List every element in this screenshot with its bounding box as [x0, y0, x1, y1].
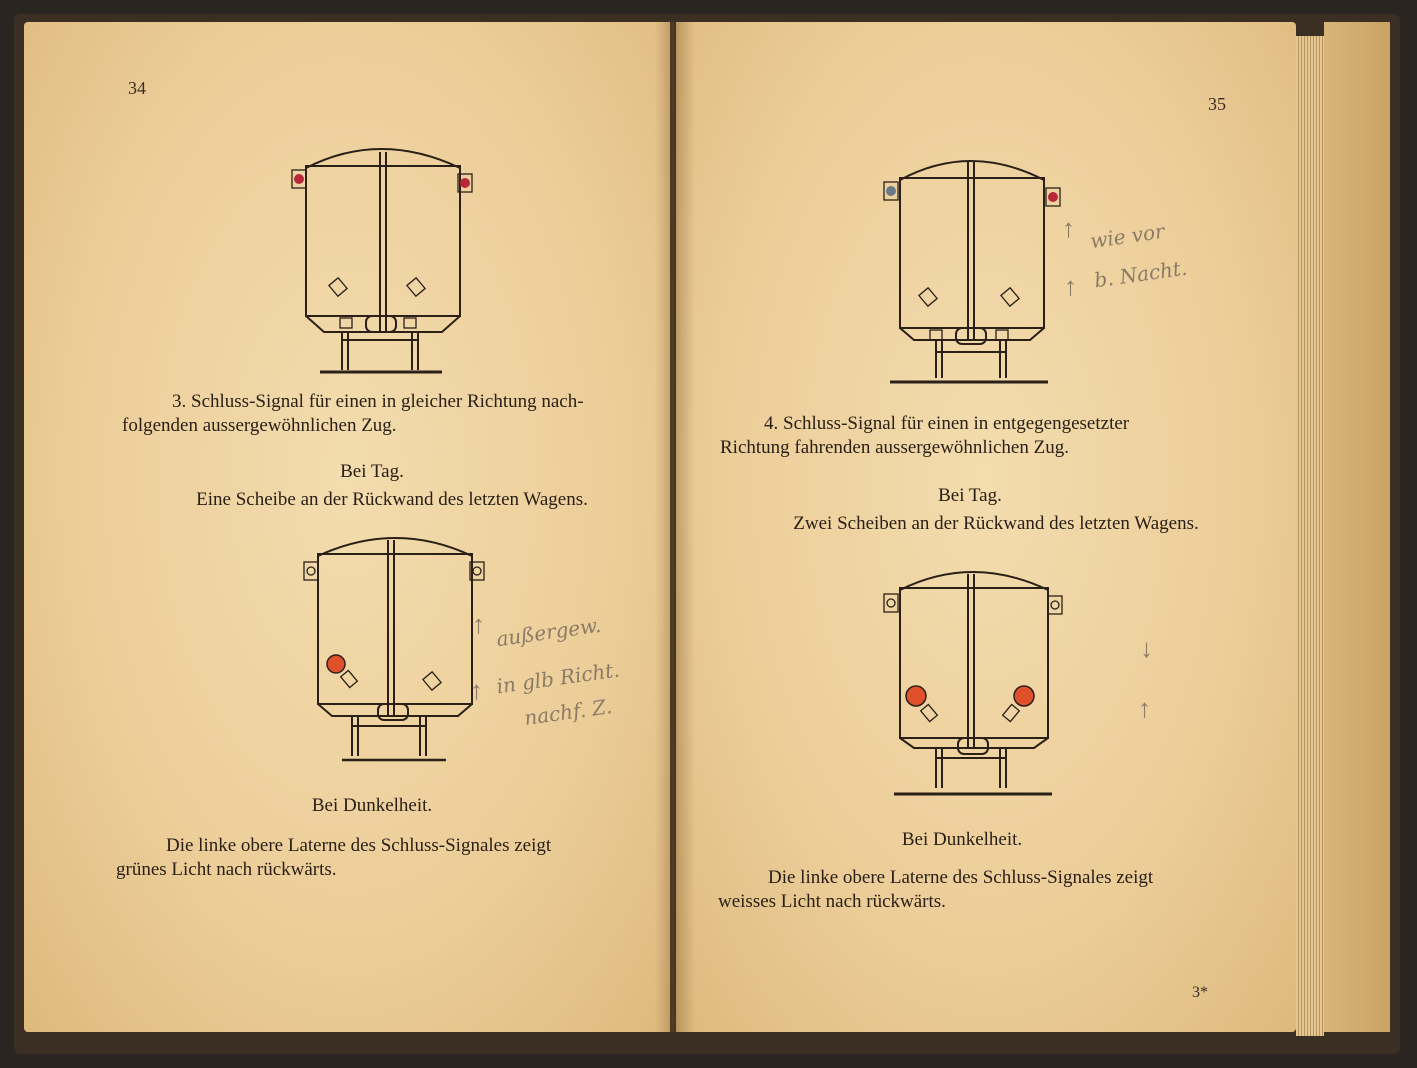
signature-mark: 3*: [1192, 984, 1208, 1001]
handwritten-note-left-3: nachf. Z.: [522, 693, 614, 731]
page-number-left: 34: [128, 78, 146, 98]
right-cover-board: [1324, 22, 1390, 1032]
right-day-heading: Bei Tag.: [938, 485, 1002, 506]
page-edges: [1296, 36, 1324, 1036]
red-lamp-left: [294, 174, 304, 184]
red-lamp-right: [460, 178, 470, 188]
pencil-arrow-up-2: ↑: [470, 676, 483, 705]
orange-disc-signal: [327, 655, 345, 673]
figure3-caption-line1: 3. Schluss-Signal für einen in gleicher Richtung nach-: [172, 391, 584, 412]
pencil-arrow-up-4: ↑: [1064, 272, 1077, 301]
figure4-caption-line1: 4. Schluss-Signal für einen in entgegengesetzter: [764, 413, 1130, 434]
left-night-heading: Bei Dunkelheit.: [311, 795, 433, 816]
orange-disc-right: [1014, 686, 1034, 706]
train-rear-figure-night-right: [872, 562, 1072, 802]
right-night-heading: Bei Dunkelheit.: [901, 829, 1023, 850]
train-rear-figure-day-left: [280, 140, 480, 380]
left-day-heading: Bei Tag.: [340, 461, 404, 482]
right-day-text: Zwei Scheiben an der Rückwand des letzten Wagens.: [793, 513, 1199, 534]
left-night-text-line1: Die linke obere Laterne des Schluss-Signales zeigt: [166, 835, 552, 856]
right-night-text-line2: weisses Licht nach rückwärts.: [718, 891, 946, 912]
handwritten-note-right-2: b. Nacht.: [1092, 255, 1189, 293]
figure3-caption-line2: folgenden aussergewöhnlichen Zug.: [122, 415, 397, 436]
grey-lamp: [886, 186, 896, 196]
handwritten-note-left-2: in glb Richt.: [494, 657, 622, 699]
train-rear-figure-night-left: [296, 530, 496, 770]
pencil-arrow-up-3: ↑: [1062, 214, 1075, 243]
left-night-text-line2: grünes Licht nach rückwärts.: [116, 859, 337, 880]
train-rear-figure-day-right: [870, 152, 1070, 392]
red-lamp-right-page: [1048, 192, 1058, 202]
pencil-arrow-down: ↓: [1140, 634, 1153, 663]
pencil-arrow-up-5: ↑: [1138, 694, 1151, 723]
handwritten-note-left-1: außergew.: [494, 612, 603, 652]
page-number-right: 35: [1208, 94, 1226, 114]
book-gutter: [655, 22, 695, 1032]
figure4-caption-line2: Richtung fahrenden aussergewöhnlichen Zug.: [720, 437, 1069, 458]
orange-disc-left: [906, 686, 926, 706]
handwritten-note-right-1: wie vor: [1088, 218, 1166, 254]
pencil-arrow-up-1: ↑: [472, 610, 485, 639]
left-day-text: Eine Scheibe an der Rückwand des letzten Wagens.: [196, 489, 588, 510]
right-night-text-line1: Die linke obere Laterne des Schluss-Signales zeigt: [768, 867, 1154, 888]
